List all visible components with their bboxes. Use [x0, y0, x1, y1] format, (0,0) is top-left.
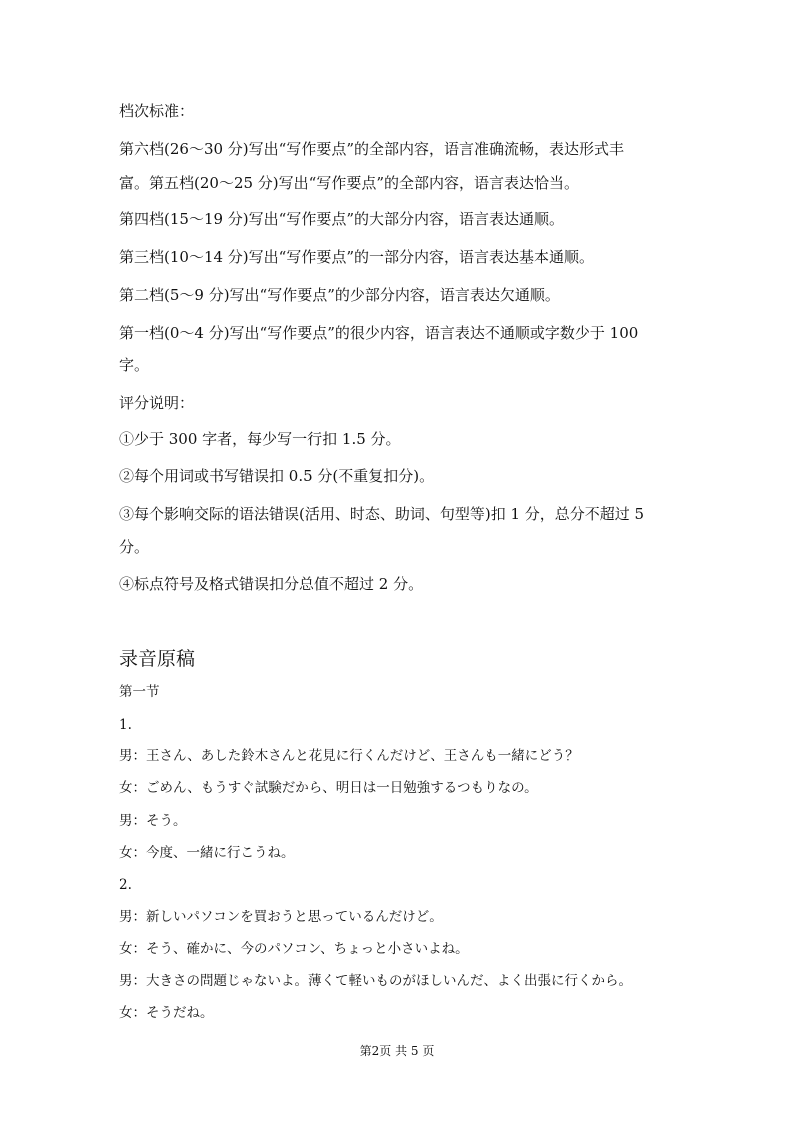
scoring-line: ①少于 300 字者，每少写一行扣 1.5 分。	[119, 430, 401, 448]
dialogue-line: 女：そうだね。	[119, 1005, 214, 1021]
question-number: 2.	[119, 877, 132, 893]
dialogue-line: 女：今度、一緒に行こうね。	[119, 845, 295, 861]
scoring-line: ②每个用词或书写错误扣 0.5 分(不重复扣分)。	[119, 467, 435, 485]
dialogue-line: 女：ごめん、もうすぐ試験だから、明日は一日勉強するつもりなの。	[119, 780, 538, 796]
scoring-line: ③每个影响交际的语法错误(活用、时态、助词、句型等)扣 1 分，总分不超过 5	[119, 505, 645, 523]
criteria-line: 富。第五档(20～25 分)写出“写作要点”的全部内容，语言表达恰当。	[119, 174, 579, 192]
transcript-heading: 录音原稿	[119, 648, 196, 670]
page-footer: 第2页 共 5 页	[359, 1044, 435, 1058]
criteria-heading: 档次标准：	[119, 102, 195, 120]
dialogue-line: 女：そう、確かに、今のパソコン、ちょっと小さいよね。	[119, 941, 469, 957]
dialogue-line: 男：大きさの問題じゃないよ。薄くて軽いものがほしいんだ、よく出張に行くから。	[119, 973, 632, 989]
question-number: 1.	[119, 717, 132, 733]
scoring-heading: 评分说明：	[119, 394, 195, 412]
criteria-line: 第六档(26～30 分)写出“写作要点”的全部内容，语言准确流畅，表达形式丰	[119, 140, 624, 158]
dialogue-line: 男：そう。	[119, 813, 187, 829]
criteria-line: 字。	[119, 356, 150, 374]
criteria-line: 第二档(5～9 分)写出“写作要点”的少部分内容，语言表达欠通顺。	[119, 286, 560, 304]
scoring-line: ④标点符号及格式错误扣分总值不超过 2 分。	[119, 575, 424, 593]
dialogue-line: 男：王さん、あした鈴木さんと花見に行くんだけど、王さんも一緒にどう？	[119, 748, 579, 764]
section-label: 第一节	[119, 684, 160, 700]
criteria-line: 第三档(10～14 分)写出“写作要点”的一部分内容，语言表达基本通顺。	[119, 248, 594, 266]
dialogue-line: 男：新しいパソコンを買おうと思っているんだけど。	[119, 909, 443, 925]
criteria-line: 第一档(0～4 分)写出“写作要点”的很少内容，语言表达不通顺或字数少于 100	[119, 324, 639, 342]
criteria-line: 第四档(15～19 分)写出“写作要点”的大部分内容，语言表达通顺。	[119, 210, 564, 228]
scoring-line: 分。	[119, 538, 150, 556]
